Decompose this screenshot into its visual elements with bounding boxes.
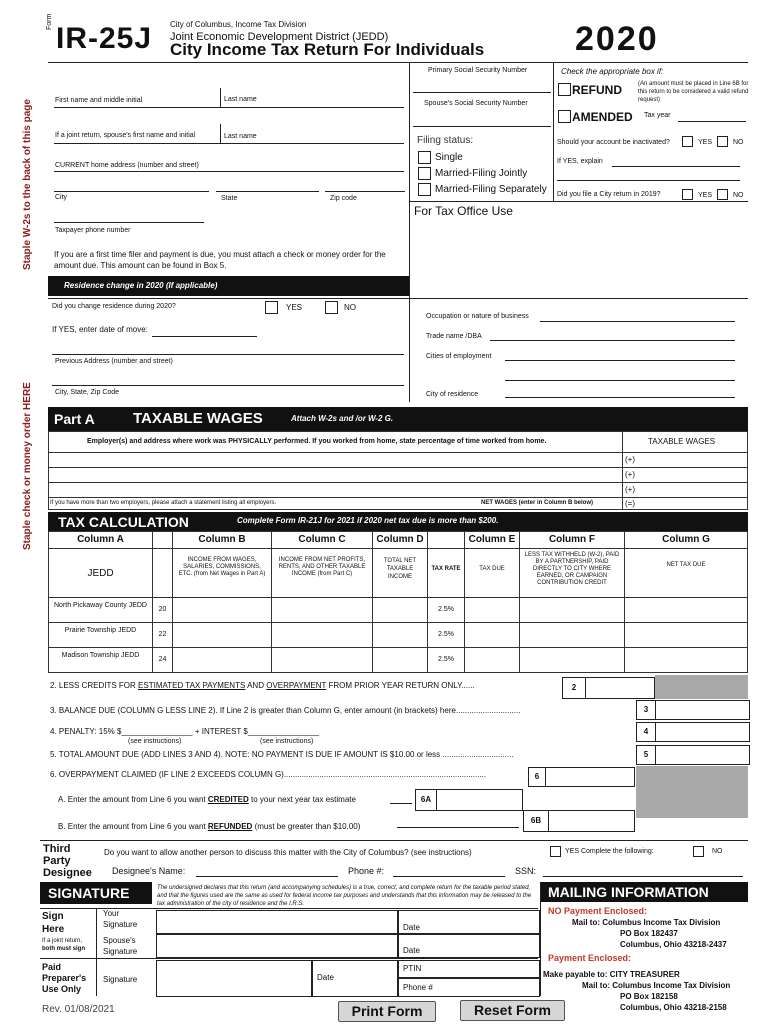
jedd-row-code: 20 bbox=[152, 597, 173, 623]
line-2-text-c: AND bbox=[247, 681, 264, 690]
trade-name-label: Trade name /DBA bbox=[426, 333, 482, 340]
form-title: City Income Tax Return For Individuals bbox=[170, 40, 485, 59]
designee-name-label: Designee's Name: bbox=[112, 866, 186, 876]
third-party-label bbox=[43, 843, 92, 879]
mail-to-line: Mail to: Columbus Income Tax Division bbox=[572, 918, 721, 927]
tax-calc-note: Complete Form IR-21J for 2021 if 2020 net tax due is more than $200. bbox=[237, 516, 499, 525]
third-party-no-label: NO bbox=[712, 848, 723, 855]
explain-label: If YES, explain bbox=[557, 158, 603, 165]
residence-banner bbox=[48, 276, 409, 296]
col-c-field-22[interactable] bbox=[271, 622, 373, 648]
last-name-label: Last name bbox=[224, 96, 257, 103]
joint-note-line-2: both must sign bbox=[42, 946, 85, 952]
line-5-number: 5 bbox=[636, 745, 656, 765]
single-checkbox[interactable] bbox=[418, 151, 431, 164]
tax-office-use-label: For Tax Office Use bbox=[414, 204, 513, 218]
line-2-number: 2 bbox=[562, 677, 586, 699]
line-2-field[interactable] bbox=[585, 677, 655, 699]
col-b-field-22[interactable] bbox=[172, 622, 272, 648]
residence-no-checkbox[interactable] bbox=[325, 301, 338, 314]
signature-title: SIGNATURE bbox=[48, 885, 130, 901]
col-d-field-20[interactable] bbox=[372, 597, 428, 623]
tax-rate-value: 2.5% bbox=[427, 647, 465, 673]
wages-field-3[interactable] bbox=[622, 482, 748, 498]
line-6a-field[interactable] bbox=[436, 789, 523, 811]
single-label: Single bbox=[435, 152, 463, 163]
address-label: CURRENT home address (number and street) bbox=[55, 162, 199, 169]
line-6a-label bbox=[58, 795, 356, 804]
col-g-field-20[interactable] bbox=[624, 597, 748, 623]
filed-yes-label: YES bbox=[698, 192, 713, 199]
col-d-header: Column D bbox=[372, 531, 428, 549]
preparer-date-field[interactable] bbox=[312, 960, 398, 997]
tax-year-label: Tax year bbox=[644, 112, 671, 119]
staple-check-label: Staple check or money order HERE bbox=[22, 382, 33, 550]
inactivate-no-checkbox[interactable] bbox=[717, 136, 728, 147]
preparer-phone-field[interactable] bbox=[398, 978, 540, 997]
col-b-field-20[interactable] bbox=[172, 597, 272, 623]
spouse-signature-line-1: Spouse's bbox=[103, 936, 136, 945]
first-name-label: First name and middle initial bbox=[55, 97, 143, 104]
col-c-desc: INCOME FROM NET PROFITS, RENTS, AND OTHER TAXABLE INCOME (from Part C) bbox=[278, 557, 366, 577]
plus-3: (+) bbox=[625, 485, 635, 494]
your-signature-field[interactable] bbox=[156, 910, 398, 934]
mailing-title: MAILING INFORMATION bbox=[548, 884, 709, 900]
inactivate-no-label: NO bbox=[733, 139, 744, 146]
more-employers-note: If you have more than two employers, please attach a statement listing all employers. bbox=[50, 500, 277, 506]
joint-label: Married-Filing Jointly bbox=[435, 168, 528, 179]
col-e-field-22[interactable] bbox=[464, 622, 520, 648]
staple-w2-label: Staple W-2s to the back of this page bbox=[22, 99, 33, 270]
payable-to-line: Make payable to: CITY TREASURER bbox=[543, 970, 680, 979]
first-time-note: If you are a first time filer and payment is due, you must attach a check or money order for the amount due. This amount can be found in Box 5. bbox=[54, 250, 386, 270]
filed-yes-checkbox[interactable] bbox=[682, 189, 693, 200]
jedd-row-code: 24 bbox=[152, 647, 173, 673]
line-2-label bbox=[50, 681, 475, 690]
sign-here-line-1: Sign bbox=[42, 911, 64, 922]
phone-label: Taxpayer phone number bbox=[55, 227, 131, 234]
refund-checkbox[interactable] bbox=[558, 83, 571, 96]
col-e-field-24[interactable] bbox=[464, 647, 520, 673]
prev-address-label: Previous Address (number and street) bbox=[55, 358, 173, 365]
line-3-field[interactable] bbox=[655, 700, 750, 720]
filed-2019-question: Did you file a City return in 2019? bbox=[557, 191, 661, 198]
mail-to-line-2: Mail to: Columbus Income Tax Division bbox=[582, 981, 731, 990]
col-c-field-20[interactable] bbox=[271, 597, 373, 623]
employer-header: Employer(s) and address where work was PHYSICALLY performed. If you worked from home, state percentage of time worked from home. bbox=[87, 438, 547, 445]
revision-date: Rev. 01/08/2021 bbox=[42, 1004, 115, 1015]
employer-field-1[interactable] bbox=[48, 452, 623, 468]
line-5-field[interactable] bbox=[655, 745, 750, 765]
your-date-label: Date bbox=[403, 923, 420, 932]
residence-banner-text: Residence change in 2020 (If applicable) bbox=[64, 281, 218, 290]
third-party-line-2: Party bbox=[43, 855, 71, 867]
spouse-date-field[interactable] bbox=[398, 934, 540, 958]
col-g-field-22[interactable] bbox=[624, 622, 748, 648]
col-g-field-24[interactable] bbox=[624, 647, 748, 673]
line-6a-text-c: to your next year tax estimate bbox=[251, 795, 356, 804]
line-2-text-e: FROM PRIOR YEAR RETURN ONLY...... bbox=[328, 681, 475, 690]
net-wages-field[interactable] bbox=[622, 497, 748, 510]
joint-note-line-1: If a joint return, bbox=[42, 938, 83, 944]
inactivate-yes-label: YES bbox=[698, 139, 713, 146]
paid-preparer-line-1: Paid bbox=[42, 962, 62, 972]
line-6-number: 6 bbox=[528, 767, 546, 787]
col-e-header: Column E bbox=[464, 531, 520, 549]
line-6b-text-a: B. Enter the amount from Line 6 you want bbox=[58, 822, 206, 831]
col-f-header: Column F bbox=[519, 531, 625, 549]
line-6b-label bbox=[58, 822, 360, 831]
equals-sign: (=) bbox=[625, 499, 635, 508]
third-party-yes-checkbox[interactable] bbox=[550, 846, 561, 857]
third-party-line-3: Designee bbox=[43, 867, 92, 879]
designee-phone-label: Phone #: bbox=[348, 866, 385, 876]
refund-label: REFUND bbox=[572, 83, 622, 97]
line-2-text-a: 2. LESS CREDITS FOR bbox=[50, 681, 136, 690]
mailing-banner bbox=[541, 882, 748, 902]
preparer-date-label: Date bbox=[317, 973, 334, 982]
line-3-label: 3. BALANCE DUE (COLUMN G LESS LINE 2). If Line 2 is greater than Column G, enter amount (in brackets) here............................. bbox=[50, 706, 521, 715]
ptin-label: PTIN bbox=[403, 964, 422, 973]
payment-city: Columbus, Ohio 43218-2158 bbox=[620, 1003, 727, 1012]
your-signature-label bbox=[103, 908, 137, 930]
line-6b-text-c: (must be greater than $10.00) bbox=[254, 822, 361, 831]
part-a-attach: Attach W-2s and /or W-2 G. bbox=[291, 414, 394, 423]
line-6a-text-b: CREDITED bbox=[207, 795, 249, 804]
line-6b-field[interactable] bbox=[548, 810, 635, 832]
line-5-label: 5. TOTAL AMOUNT DUE (ADD LINES 3 AND 4). NOTE: NO PAYMENT IS DUE IF AMOUNT IS $10.00 or less ................................ bbox=[50, 750, 514, 759]
spouse-ssn-label: Spouse's Social Security Number bbox=[424, 100, 528, 107]
check-box-title: Check the appropriate box if: bbox=[561, 67, 664, 76]
cities-employment-label: Cities of employment bbox=[426, 353, 492, 360]
plus-2: (+) bbox=[625, 470, 635, 479]
jedd-row-name: North Pickaway County JEDD bbox=[54, 602, 147, 609]
payment-enclosed-label: Payment Enclosed: bbox=[548, 953, 632, 963]
line-2-text-d: OVERPAYMENT bbox=[266, 681, 327, 690]
col-d-field-22[interactable] bbox=[372, 622, 428, 648]
inactivate-yes-checkbox[interactable] bbox=[682, 136, 693, 147]
paid-preparer-line-2: Preparer's bbox=[42, 973, 87, 983]
spouse-first-label: If a joint return, spouse's first name and initial bbox=[55, 132, 196, 139]
col-f-field-22[interactable] bbox=[519, 622, 625, 648]
line-6-field[interactable] bbox=[545, 767, 635, 787]
col-f-field-20[interactable] bbox=[519, 597, 625, 623]
col-e-field-20[interactable] bbox=[464, 597, 520, 623]
zip-label: Zip code bbox=[330, 195, 357, 202]
net-wages-label: NET WAGES (enter in Column B below) bbox=[481, 500, 594, 506]
third-party-yes-label: YES Complete the following: bbox=[565, 848, 654, 855]
district-name: Joint Economic Development District (JEDD) bbox=[170, 31, 389, 43]
tax-rate-header: TAX RATE bbox=[431, 566, 461, 572]
no-payment-city: Columbus, Ohio 43218-2437 bbox=[620, 940, 727, 949]
payment-po-box: PO Box 182158 bbox=[620, 992, 678, 1001]
plus-1: (+) bbox=[625, 455, 635, 464]
amended-checkbox[interactable] bbox=[558, 110, 571, 123]
tax-year: 2020 bbox=[575, 20, 659, 58]
jedd-label: JEDD bbox=[87, 568, 114, 579]
agency-name: City of Columbus, Income Tax Division bbox=[170, 20, 307, 29]
filed-no-checkbox[interactable] bbox=[717, 189, 728, 200]
third-party-question: Do you want to allow another person to discuss this matter with the City of Columbus? (see instructions) bbox=[104, 848, 472, 857]
filing-status-label: Filing status: bbox=[417, 135, 474, 146]
your-date-field[interactable] bbox=[398, 910, 540, 934]
residence-yes-label: YES bbox=[286, 303, 303, 312]
line-6a-number: 6A bbox=[415, 789, 437, 811]
city-residence-label: City of residence bbox=[426, 391, 479, 398]
spouse-last-label: Last name bbox=[224, 133, 257, 140]
employer-field-3[interactable] bbox=[48, 482, 623, 498]
spouse-date-label: Date bbox=[403, 946, 420, 955]
col-d-desc: TOTAL NET TAXABLE INCOME bbox=[383, 558, 417, 580]
signature-banner bbox=[40, 882, 152, 904]
line-4-number: 4 bbox=[636, 722, 656, 742]
jedd-row-name: Madison Township JEDD bbox=[61, 652, 140, 659]
form-word: Form bbox=[46, 13, 53, 30]
col-c-field-24[interactable] bbox=[271, 647, 373, 673]
part-a-title: TAXABLE WAGES bbox=[133, 410, 263, 427]
preparer-signature-label: Signature bbox=[103, 975, 138, 984]
separate-label: Married-Filing Separately bbox=[435, 184, 547, 195]
sign-here-label bbox=[42, 910, 64, 936]
wages-field-2[interactable] bbox=[622, 467, 748, 483]
col-b-field-24[interactable] bbox=[172, 647, 272, 673]
line-3-number: 3 bbox=[636, 700, 656, 720]
no-payment-label: NO Payment Enclosed: bbox=[548, 906, 648, 916]
part-a-label: Part A bbox=[54, 411, 95, 427]
ptin-field[interactable] bbox=[398, 960, 540, 978]
col-e-desc: TAX DUE bbox=[479, 566, 505, 572]
line-4-penalty-note: (see instructions) bbox=[128, 738, 182, 745]
wages-field-1[interactable] bbox=[622, 452, 748, 468]
occupation-label: Occupation or nature of business bbox=[426, 313, 529, 320]
residence-no-label: NO bbox=[344, 303, 356, 312]
reset-form-button[interactable]: Reset Form bbox=[460, 1000, 565, 1021]
part-a-banner bbox=[48, 407, 748, 431]
third-party-no-checkbox[interactable] bbox=[693, 846, 704, 857]
paid-preparer-label bbox=[42, 962, 86, 995]
jedd-row-code: 22 bbox=[152, 622, 173, 648]
col-b-header: Column B bbox=[172, 531, 272, 549]
form-id: IR-25J bbox=[56, 22, 153, 55]
inactivate-question: Should your account be inactivated? bbox=[557, 139, 670, 146]
third-party-line-1: Third bbox=[43, 843, 71, 855]
spouse-signature-label bbox=[103, 935, 137, 957]
your-signature-line-1: Your bbox=[103, 909, 120, 918]
tax-rate-value: 2.5% bbox=[427, 597, 465, 623]
separate-checkbox[interactable] bbox=[418, 183, 431, 196]
spouse-signature-line-2: Signature bbox=[103, 947, 138, 956]
city-state-zip-label: City, State, Zip Code bbox=[55, 389, 120, 396]
col-a-header: Column A bbox=[48, 531, 153, 549]
residence-yes-checkbox[interactable] bbox=[265, 301, 278, 314]
line-6-label: 6. OVERPAYMENT CLAIMED (IF LINE 2 EXCEEDS COLUMN G)........................................................................................... bbox=[50, 770, 487, 779]
line-6b-number: 6B bbox=[523, 810, 549, 832]
paid-preparer-line-3: Use Only bbox=[42, 984, 82, 994]
col-c-header: Column C bbox=[271, 531, 373, 549]
move-date-label: If YES, enter date of move: bbox=[52, 325, 148, 334]
tax-calc-banner bbox=[48, 512, 748, 531]
line-4-interest-note: (see instructions) bbox=[260, 738, 314, 745]
col-g-header: Column G bbox=[624, 531, 748, 549]
preparer-phone-label: Phone # bbox=[403, 983, 433, 992]
sign-here-line-2: Here bbox=[42, 924, 65, 935]
spouse-signature-field[interactable] bbox=[156, 934, 398, 958]
line-6b-text-b: REFUNDED bbox=[207, 822, 253, 831]
col-f-field-24[interactable] bbox=[519, 647, 625, 673]
state-label: State bbox=[221, 195, 238, 202]
designee-ssn-label: SSN: bbox=[515, 866, 537, 876]
joint-checkbox[interactable] bbox=[418, 167, 431, 180]
line-4-label: 4. PENALTY: 15% $________________ + INTEREST $________________ bbox=[50, 727, 320, 736]
refund-note: (An amount must be placed in Line 6B for this return to be considered a valid refund request) bbox=[638, 81, 749, 103]
col-f-desc: LESS TAX WITHHELD (W-2), PAID BY A PARTNERSHIP, PAID DIRECTLY TO CITY WHERE EARNED, OR CAMPAIGN CONTRIBUTION CREDIT bbox=[524, 552, 620, 586]
city-label: City bbox=[55, 194, 68, 201]
print-form-button[interactable]: Print Form bbox=[338, 1001, 436, 1022]
preparer-signature-field[interactable] bbox=[156, 960, 312, 997]
col-d-field-24[interactable] bbox=[372, 647, 428, 673]
line-4-field[interactable] bbox=[655, 722, 750, 742]
col-g-desc: NET TAX DUE bbox=[666, 562, 706, 568]
amended-label: AMENDED bbox=[572, 110, 633, 124]
residence-change-question: Did you change residence during 2020? bbox=[52, 303, 176, 310]
line-6a-text-a: A. Enter the amount from Line 6 you want bbox=[58, 795, 206, 804]
primary-ssn-label: Primary Social Security Number bbox=[428, 67, 528, 74]
tax-rate-value: 2.5% bbox=[427, 622, 465, 648]
your-signature-line-2: Signature bbox=[103, 920, 138, 929]
employer-field-2[interactable] bbox=[48, 467, 623, 483]
signature-declaration: The undersigned declares that this return (and accompanying schedules) is a true, correct, and complete return for the taxable period stated, and that the figures used are the same as used for federal income tax purposes and understands that this information may be released to the tax administration of the city of residence and the I.R.S. bbox=[157, 885, 532, 907]
jedd-row-name: Prairie Township JEDD bbox=[64, 627, 137, 634]
joint-note bbox=[42, 937, 85, 953]
taxable-wages-header: TAXABLE WAGES bbox=[648, 437, 716, 446]
filed-no-label: NO bbox=[733, 192, 744, 199]
col-b-desc: INCOME FROM WAGES, SALARIES, COMMISSIONS, ETC. (from Net Wages in Part A) bbox=[178, 557, 266, 577]
tax-calc-title: TAX CALCULATION bbox=[58, 514, 189, 530]
no-payment-po-box: PO Box 182437 bbox=[620, 929, 678, 938]
line-2-text-b: ESTIMATED TAX PAYMENTS bbox=[138, 681, 246, 690]
